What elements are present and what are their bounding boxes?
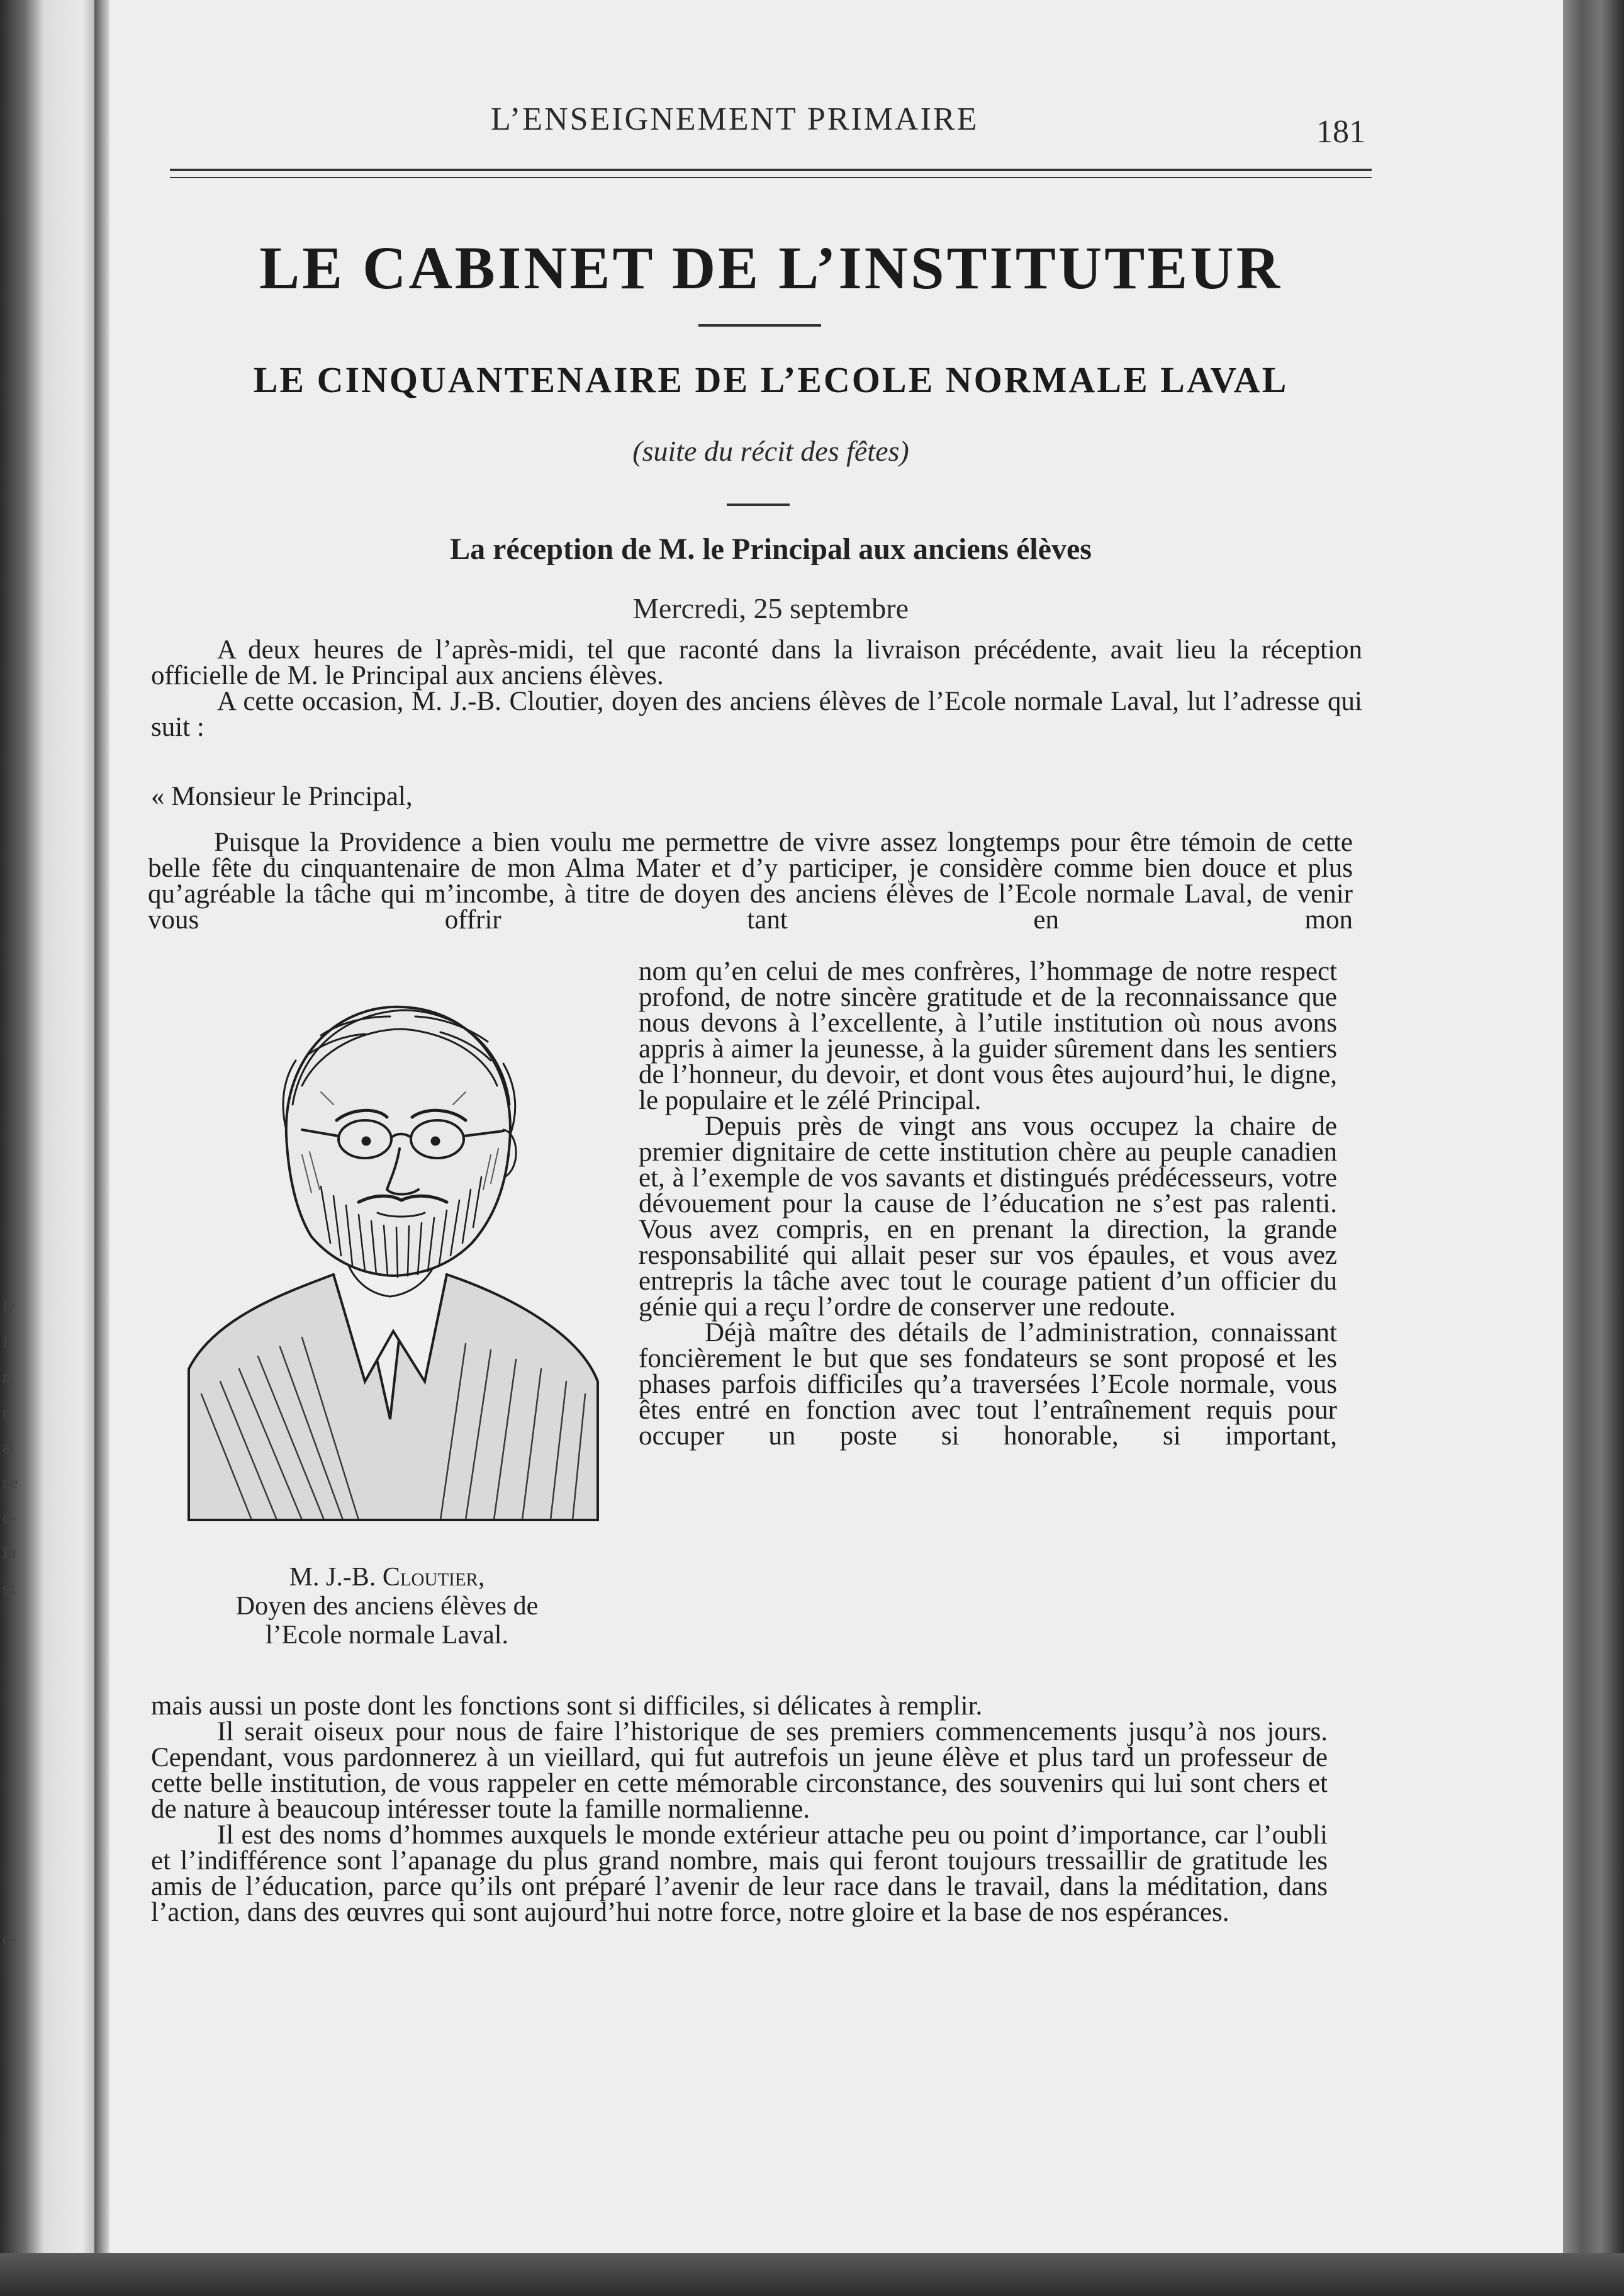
spine-shadow bbox=[94, 0, 109, 2296]
article-subtitle: LE CINQUANTENAIRE DE L’ECOLE NORMALE LAVAL bbox=[253, 359, 1289, 400]
address-paragraph: Déjà maître des détails de l’administration, connaissant foncièrement le but que ses fondateurs se sont proposé et les phases parfois difficiles qu’a traversées l’Ecole normale, vous êtes entré en fonction avec tout l’entraînement requis pour occuper un poste si honorable, si important, bbox=[639, 1318, 1337, 1451]
margin-fragment: n, bbox=[3, 1368, 15, 1386]
address-closing bbox=[151, 1693, 1328, 1925]
portrait-engraving bbox=[176, 979, 604, 1526]
facing-page-edge bbox=[0, 0, 94, 2296]
address-opening bbox=[148, 830, 1353, 933]
address-salutation: « Monsieur le Principal, bbox=[151, 782, 413, 811]
page-edge-bottom bbox=[0, 2253, 1624, 2296]
title-divider bbox=[698, 324, 821, 327]
page-edge-right bbox=[1563, 0, 1624, 2296]
section-divider bbox=[727, 504, 790, 506]
caption-line-3: l’Ecole normale Laval. bbox=[266, 1621, 508, 1650]
address-paragraph: nom qu’en celui de mes confrères, l’hommage de notre respect profond, de notre sincère gratitude et de la reconnaissance que nous devons à l’excellente, à l’utile institution où nous avons appris à aimer la jeunesse, à la guider sûrement dans les sentiers de l’honneur, du devoir, et dont vous êtes aujourd’hui, le digne, le populaire et le zélé Principal. bbox=[639, 957, 1337, 1115]
address-wrapped-column bbox=[639, 959, 1337, 1449]
caption-name-prefix: M. J.-B. bbox=[289, 1563, 383, 1592]
caption-name-line bbox=[145, 1563, 629, 1592]
margin-fragment: o- bbox=[3, 1930, 16, 1948]
running-title: L’ENSEIGNEMENT PRIMAIRE bbox=[491, 101, 979, 137]
margin-fragment: r. bbox=[3, 1403, 11, 1421]
portrait-caption bbox=[145, 1563, 629, 1650]
intro-paragraph: A deux heures de l’après-midi, tel que raconté dans la livraison précédente, avait lieu la réception officielle de M. le Principal aux anciens élèves. bbox=[151, 635, 1362, 690]
margin-fragment: ne bbox=[3, 1473, 18, 1492]
address-paragraph: mais aussi un poste dont les fonctions sont si difficiles, si délicates à remplir. bbox=[151, 1691, 983, 1721]
address-paragraph: Il serait oiseux pour nous de faire l’historique de ses premiers commencements jusqu’à nos jours. Cependant, vous pardonnerez à un vieillard, qui fut autrefois un jeune élève et plus tard un professeur de cette belle institution, de vous rappeler en cette mémorable circonstance, des souvenirs qui lui sont chers et de nature à beaucoup intéresser toute la famille normalienne. bbox=[151, 1717, 1328, 1824]
margin-fragment: ss bbox=[3, 1579, 16, 1597]
margin-fragment: In bbox=[3, 1544, 16, 1562]
margin-fragment: It bbox=[3, 1332, 13, 1351]
header-rule-top bbox=[170, 169, 1372, 171]
margin-fragment: al bbox=[3, 1438, 14, 1456]
intro-paragraph: A cette occasion, M. J.-B. Cloutier, doyen des anciens élèves de l’Ecole normale Laval, lut l’adresse qui suit : bbox=[151, 687, 1362, 742]
address-paragraph: Puisque la Providence a bien voulu me permettre de vivre assez longtemps pour être témoin de cette belle fête du cinquantenaire de mon Alma Mater et d’y participer, je considère comme bien douce et plus qu’agréable la tâche qui m’incombe, à titre de doyen des anciens élèves de l’Ecole normale Laval, de venir vous offrir tant en mon bbox=[148, 828, 1353, 935]
margin-fragment: ly bbox=[3, 1297, 16, 1315]
margin-fragment: c- bbox=[3, 1509, 16, 1527]
page-number: 181 bbox=[1316, 114, 1365, 150]
caption-line-2: Doyen des anciens élèves de bbox=[235, 1592, 539, 1621]
caption-surname: Cloutier, bbox=[382, 1563, 485, 1592]
section-heading: La réception de M. le Principal aux anciens élèves bbox=[450, 532, 1092, 566]
continuation-note: (suite du récit des fêtes) bbox=[632, 435, 909, 467]
intro-text bbox=[151, 637, 1362, 740]
address-paragraph: Depuis près de vingt ans vous occupez la chaire de premier dignitaire de cette institution chère au peuple canadien et, à l’exemple de vos savants et distingués prédécesseurs, votre dévouement pour la cause de l’éducation ne s’est pas ralenti. Vous avez compris, en en prenant la direction, la grande responsabilité qui allait peser sur vos épaules, et vous avez entrepris la tâche avec tout le courage patient d’un officier du génie qui a reçu l’ordre de conserver une redoute. bbox=[639, 1111, 1337, 1322]
address-paragraph: Il est des noms d’hommes auxquels le monde extérieur attache peu ou point d’importance, car l’oubli et l’indifférence sont l’apanage du plus grand nombre, mais qui feront toujours tressaillir de gratitude les amis de l’éducation, parce qu’ils ont préparé l’avenir de leur race dans le travail, dans la méditation, dans l’action, dans des œuvres qui sont aujourd’hui notre force, notre gloire et la base de nos espérances. bbox=[151, 1820, 1328, 1927]
article-title: LE CABINET DE L’INSTITUTEUR bbox=[259, 234, 1282, 301]
date-line: Mercredi, 25 septembre bbox=[632, 592, 909, 624]
header-rule-bottom bbox=[170, 177, 1372, 178]
